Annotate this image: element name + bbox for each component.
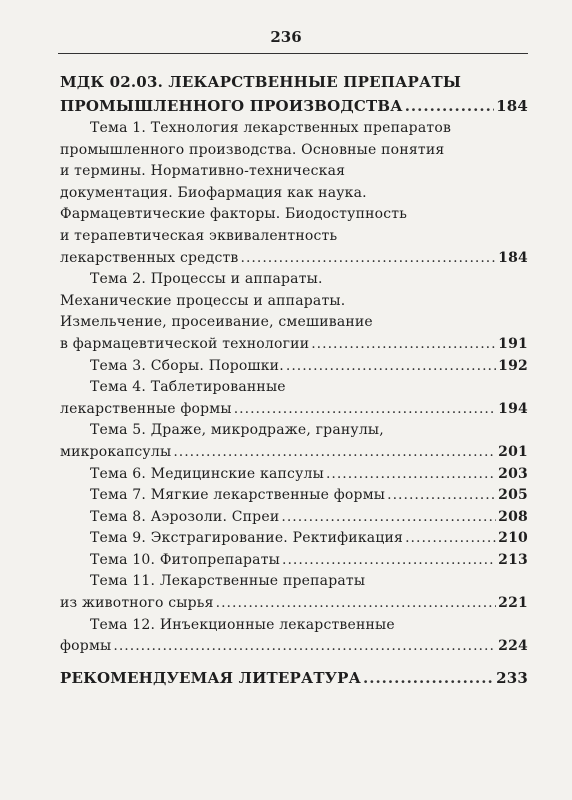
dot-leader: [405, 94, 494, 118]
toc-entry: [60, 571, 528, 593]
toc-entry: [60, 161, 528, 183]
toc-entry-text: Фармацевтические факторы. Биодоступность: [60, 206, 408, 223]
toc-entry: [60, 334, 528, 356]
toc-entry-text: формы: [60, 638, 112, 655]
dot-leader: [387, 485, 496, 507]
toc-entry-text: из животного сырья: [60, 595, 214, 612]
toc-entry-text: Тема 4. Таблетированные: [90, 379, 286, 396]
toc-entry: [60, 204, 528, 226]
toc-entry-text: Измельчение, просеивание, смешивание: [60, 314, 373, 331]
dot-leader: [282, 550, 496, 572]
dot-leader: [405, 528, 496, 550]
toc-entry-text: Тема 5. Драже, микродраже, гранулы,: [90, 422, 384, 439]
toc-entry-text: Механические процессы и аппараты.: [60, 292, 346, 309]
toc-entry: [60, 636, 528, 658]
toc-entry: [60, 485, 528, 507]
page-ref: 184: [496, 97, 528, 115]
toc-entry-text: Тема 2. Процессы и аппараты.: [90, 271, 323, 288]
toc-entry-text: Тема 9. Экстрагирование. Ректификация: [90, 530, 404, 547]
toc-entry-text: Тема 3. Сборы. Порошки.: [90, 357, 284, 374]
dot-leader: [241, 248, 497, 270]
dot-leader: [216, 593, 497, 615]
dot-leader: [363, 666, 494, 690]
toc-entry: [60, 269, 528, 291]
section-heading-text: РЕКОМЕНДУЕМАЯ ЛИТЕРАТУРА: [60, 668, 362, 687]
toc-entry-text: Тема 7. Мягкие лекарственные формы: [90, 487, 386, 504]
toc-entry: [60, 550, 528, 572]
toc-entry-text: документация. Биофармация как наука.: [60, 184, 367, 201]
dot-leader: [281, 507, 496, 529]
toc-entry-text: Тема 6. Медицинские капсулы: [90, 465, 324, 482]
toc-entry: [60, 507, 528, 529]
dot-leader: [234, 399, 496, 421]
toc-entry-text: в фармацевтической технологии: [60, 335, 310, 352]
toc-entry: [60, 356, 528, 378]
toc-entry: [60, 183, 528, 205]
page-ref: 184: [498, 249, 528, 266]
dot-leader: [311, 334, 496, 356]
toc-entry: [60, 615, 528, 637]
toc-entry-text: Тема 11. Лекарственные препараты: [90, 573, 366, 590]
page-ref: 203: [498, 465, 528, 482]
page-ref: 233: [496, 668, 528, 687]
section-heading-text: МДК 02.03. ЛЕКАРСТВЕННЫЕ ПРЕПАРАТЫ: [60, 73, 462, 91]
page-ref: 210: [498, 530, 528, 547]
toc-entry: [60, 442, 528, 464]
toc-entry: [60, 226, 528, 248]
toc-entry: [60, 464, 528, 486]
toc-entry: [60, 420, 528, 442]
toc-entry-text: Тема 1. Технология лекарственных препаратов: [90, 120, 452, 136]
section-heading: [60, 94, 528, 118]
page-ref: 205: [498, 487, 528, 504]
page-ref: 221: [498, 595, 528, 612]
toc-entry-text: микрокапсулы: [60, 443, 172, 460]
toc-entry: [60, 291, 528, 313]
page-ref: 201: [498, 443, 528, 460]
page-ref: 224: [498, 638, 528, 655]
toc-entry: [60, 140, 528, 162]
toc-entry-text: промышленного производства. Основные понятия: [60, 141, 445, 158]
toc-entry-text: Тема 10. Фитопрепараты: [90, 551, 281, 568]
dot-leader: [113, 636, 496, 658]
page-ref: 194: [498, 400, 528, 417]
toc-entry: [60, 593, 528, 615]
toc-entry-text: Тема 8. Аэрозоли. Спреи: [90, 508, 280, 525]
section-heading: [60, 666, 528, 690]
page-ref: 192: [498, 357, 528, 374]
toc-entry: [60, 528, 528, 550]
toc-entry: [60, 118, 528, 140]
toc-entry-text: лекарственные формы: [60, 400, 232, 417]
toc-entry-text: Тема 12. Инъекционные лекарственные: [90, 616, 395, 633]
toc-entry: [60, 248, 528, 270]
toc-entry-text: и терапевтическая эквивалентность: [60, 227, 338, 244]
toc-entry: [60, 399, 528, 421]
page-number: 236: [270, 28, 302, 46]
dot-leader: [286, 356, 496, 378]
page-ref: 191: [498, 335, 528, 352]
section-heading: [60, 70, 528, 94]
dot-leader: [326, 464, 496, 486]
section-heading-text: ПРОМЫШЛЕННОГО ПРОИЗВОДСТВА: [60, 97, 403, 115]
header-rule: [58, 53, 528, 54]
table-of-contents: [60, 70, 528, 690]
dot-leader: [173, 442, 496, 464]
toc-entry-text: лекарственных средств: [60, 249, 239, 266]
page-ref: 213: [498, 551, 528, 568]
section-gap: [60, 658, 528, 666]
toc-entry: [60, 377, 528, 399]
page-ref: 208: [498, 508, 528, 525]
toc-entry-text: и термины. Нормативно-техническая: [60, 163, 346, 180]
toc-entry: [60, 312, 528, 334]
